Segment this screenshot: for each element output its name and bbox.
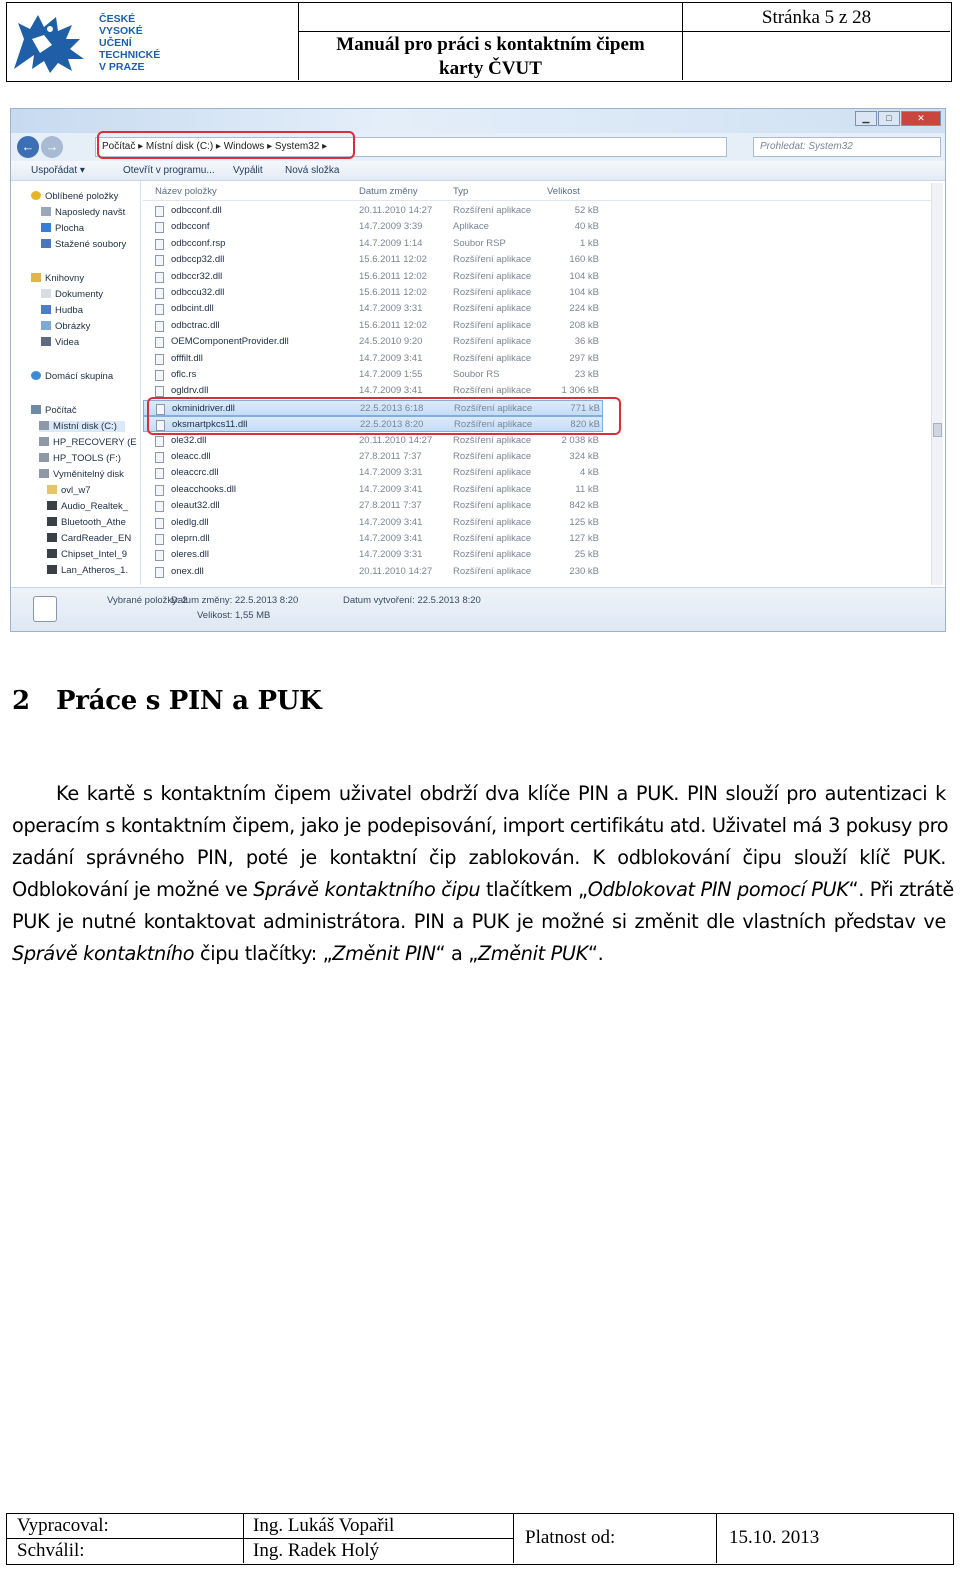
file-date: 22.5.2013 8:20 — [360, 419, 424, 431]
file-icon — [155, 337, 164, 348]
libraries-icon — [31, 273, 41, 282]
nav-item[interactable] — [41, 337, 79, 348]
file-size: 25 kB — [574, 549, 599, 561]
file-icon — [155, 518, 164, 529]
file-row[interactable] — [143, 465, 603, 481]
file-type: Rozšíření aplikace — [453, 270, 532, 282]
logo-line: TECHNICKÉ — [99, 49, 161, 61]
navigation-pane — [11, 181, 141, 585]
logo-text — [99, 13, 160, 73]
file-date: 14.7.2009 3:41 — [359, 352, 423, 364]
file-type: Rozšíření aplikace — [453, 565, 532, 577]
nav-item[interactable] — [39, 469, 124, 480]
file-icon — [155, 452, 164, 463]
file-row[interactable] — [143, 252, 603, 268]
file-type: Rozšíření aplikace — [454, 402, 533, 414]
file-icon — [155, 239, 164, 250]
footer-divider — [7, 1538, 513, 1539]
file-row[interactable] — [143, 547, 603, 563]
file-date: 20.11.2010 14:27 — [359, 565, 433, 577]
file-icon — [155, 386, 164, 397]
title-line-2: karty ČVUT — [439, 58, 542, 79]
file-size: 1 kB — [579, 237, 599, 249]
nav-label: Hudba — [55, 305, 83, 316]
file-row[interactable] — [143, 236, 603, 252]
file-date: 14.7.2009 3:41 — [359, 516, 423, 528]
nav-item[interactable] — [41, 223, 84, 234]
forward-icon[interactable]: → — [41, 136, 63, 158]
file-type: Rozšíření aplikace — [453, 467, 532, 479]
file-row[interactable] — [143, 482, 603, 498]
back-icon[interactable]: ← — [17, 136, 39, 158]
drive-icon — [39, 437, 49, 446]
file-date: 15.6.2011 12:02 — [359, 270, 427, 282]
paragraph-line: Ke kartě s kontaktním čipem uživatel obdrží dva klíče PIN a PUK. PIN slouží pro autentizaci k — [56, 782, 946, 805]
paragraph-line: PUK je nutné kontaktovat administrátora. PIN a PUK je možné si změnit dle vlastních představ ve — [12, 910, 946, 933]
nav-label: Lan_Atheros_1. — [61, 565, 129, 576]
nav-label: Plocha — [55, 223, 85, 234]
file-name: odbcconf — [171, 221, 210, 233]
column-name[interactable]: Název položky — [155, 186, 217, 197]
homegroup-icon — [31, 371, 41, 380]
star-icon — [31, 191, 41, 200]
address-highlight-box — [97, 131, 355, 159]
file-date: 14.7.2009 3:31 — [359, 467, 423, 479]
explorer-toolbar — [11, 161, 945, 181]
archive-icon — [47, 565, 57, 574]
nav-item[interactable] — [39, 437, 137, 448]
file-row[interactable] — [143, 203, 603, 219]
archive-icon — [47, 549, 57, 558]
nav-item[interactable] — [41, 321, 90, 332]
cvut-lion-logo-icon — [10, 9, 96, 75]
file-name: odbccp32.dll — [171, 254, 225, 266]
file-row[interactable] — [143, 334, 603, 350]
open-with-button[interactable]: Otevřít v programu... — [123, 165, 215, 176]
videos-icon — [41, 337, 51, 346]
file-type: Soubor RS — [453, 369, 500, 380]
documents-icon — [41, 289, 51, 298]
section-heading — [12, 686, 321, 716]
nav-label: Počítač — [45, 405, 77, 416]
body-paragraph — [12, 778, 954, 970]
file-name: odbcconf.dll — [171, 205, 222, 216]
nav-label: HP_RECOVERY (E — [53, 437, 137, 448]
minimize-icon[interactable]: ▁ — [855, 111, 877, 126]
file-name: oledlg.dll — [171, 516, 209, 528]
file-name: odbccu32.dll — [171, 287, 225, 298]
file-icon — [155, 304, 164, 315]
file-type: Rozšíření aplikace — [453, 385, 532, 397]
file-icon — [155, 354, 164, 365]
explorer-screenshot — [10, 108, 946, 632]
file-name: oleacc.dll — [171, 451, 211, 462]
nav-item[interactable] — [47, 517, 126, 528]
text-run-italic: Správě kontaktního — [12, 942, 195, 965]
file-icon — [155, 222, 164, 233]
file-type: Rozšíření aplikace — [453, 434, 532, 446]
archive-icon — [47, 501, 57, 510]
file-date: 14.7.2009 3:41 — [359, 533, 423, 544]
nav-item[interactable] — [39, 453, 121, 464]
file-date: 15.6.2011 12:02 — [359, 287, 427, 298]
desktop-icon — [41, 223, 51, 232]
file-name: odbcconf.rsp — [171, 237, 226, 249]
file-row[interactable] — [143, 269, 603, 285]
file-row[interactable] — [143, 351, 603, 367]
status-modified: Datum změny: 22.5.2013 8:20 — [171, 595, 299, 606]
nav-item[interactable] — [31, 273, 84, 284]
file-row[interactable] — [143, 318, 603, 334]
file-type: Rozšíření aplikace — [453, 336, 532, 348]
text-run-italic: Změnit PIN — [332, 942, 436, 965]
file-name: ole32.dll — [171, 434, 207, 446]
file-row[interactable] — [143, 367, 603, 383]
file-date: 15.6.2011 12:02 — [359, 254, 427, 266]
valid-from-label: Platnost od: — [525, 1527, 616, 1548]
nav-item[interactable] — [41, 239, 126, 250]
file-icon — [155, 501, 164, 512]
approved-value: Ing. Radek Holý — [253, 1540, 380, 1561]
files-highlight-box — [147, 397, 621, 435]
nav-label: Knihovny — [45, 273, 85, 284]
file-date: 14.7.2009 3:41 — [359, 483, 423, 495]
file-size: 104 kB — [569, 270, 599, 282]
nav-label: Chipset_Intel_9 — [61, 549, 128, 560]
file-date: 14.7.2009 3:39 — [359, 221, 423, 233]
file-type: Rozšíření aplikace — [454, 419, 533, 431]
file-icon — [155, 567, 164, 578]
status-selected: Vybrané položky: 2 — [107, 595, 188, 606]
column-type[interactable]: Typ — [453, 186, 469, 197]
music-icon — [41, 305, 51, 314]
paragraph-line — [12, 874, 954, 906]
scrollbar-thumb[interactable] — [933, 423, 942, 437]
nav-item[interactable] — [47, 485, 91, 496]
file-date: 22.5.2013 6:18 — [360, 402, 424, 414]
file-icon — [155, 255, 164, 266]
logo-line: V PRAZE — [99, 61, 145, 73]
column-date[interactable]: Datum změny — [359, 186, 418, 197]
text-run-italic: Správě kontaktního čipu — [253, 878, 481, 901]
file-size: 771 kB — [570, 402, 600, 414]
approved-label: Schválil: — [17, 1540, 85, 1561]
file-icon — [155, 370, 164, 381]
text-run: “. Při ztrátě — [848, 878, 954, 901]
section-number: 2 — [12, 686, 30, 716]
nav-item[interactable] — [47, 549, 127, 560]
recent-icon — [41, 207, 51, 216]
file-type: Rozšíření aplikace — [453, 549, 532, 561]
footer-divider — [716, 1514, 717, 1563]
paragraph-line — [12, 938, 946, 970]
file-type: Aplikace — [453, 221, 489, 233]
file-type: Rozšíření aplikace — [453, 287, 532, 298]
file-date: 20.11.2010 14:27 — [359, 434, 433, 446]
file-date: 14.7.2009 3:41 — [359, 385, 423, 397]
nav-item[interactable] — [31, 405, 77, 416]
file-type: Rozšíření aplikace — [453, 533, 532, 544]
file-type: Rozšíření aplikace — [453, 483, 532, 495]
file-name: oleaut32.dll — [171, 500, 220, 512]
file-name: oflc.rs — [171, 369, 197, 380]
file-date: 27.8.2011 7:37 — [359, 500, 422, 512]
nav-item[interactable] — [41, 289, 103, 300]
file-size: 230 kB — [569, 565, 599, 577]
nav-label: Bluetooth_Athe — [61, 517, 126, 528]
status-size: Velikost: 1,55 MB — [197, 610, 271, 621]
file-date: 14.7.2009 1:14 — [359, 237, 423, 249]
file-date: 24.5.2010 9:20 — [359, 336, 423, 348]
nav-item[interactable] — [31, 191, 118, 202]
logo-line: ČESKÉ — [99, 13, 136, 25]
section-title: Práce s PIN a PUK — [56, 686, 322, 716]
paragraph-line: zadání správného PIN, poté je kontaktní čip zablokován. K odblokování čipu slouží klíč PUK. — [12, 846, 946, 869]
file-name: oleres.dll — [171, 549, 210, 561]
search-input[interactable]: Prohledat: System32 — [753, 137, 941, 157]
nav-label: Audio_Realtek_ — [61, 501, 129, 512]
file-size: 297 kB — [569, 352, 599, 364]
nav-label: Vyměnitelný disk — [53, 469, 124, 480]
logo-line: VYSOKÉ — [99, 25, 143, 37]
nav-item-selected[interactable] — [39, 421, 125, 432]
file-size: 208 kB — [569, 319, 599, 331]
nav-item[interactable] — [47, 565, 128, 576]
title-line-1: Manuál pro práci s kontaktním čipem — [336, 34, 645, 55]
file-row[interactable] — [143, 449, 603, 465]
file-row[interactable] — [143, 285, 603, 301]
paragraph-line: operacím s kontaktním čipem, jako je podepisování, import certifikátu atd. Uživatel má 3 pokusy pro — [12, 814, 949, 837]
file-row[interactable] — [143, 564, 603, 580]
file-type: Rozšíření aplikace — [453, 254, 532, 266]
file-size: 36 kB — [574, 336, 599, 348]
file-date: 15.6.2011 12:02 — [359, 319, 427, 331]
nav-item[interactable] — [47, 501, 128, 512]
file-name: okminidriver.dll — [172, 402, 235, 414]
drive-icon — [39, 469, 49, 478]
text-run: “ a „ — [435, 942, 478, 965]
organize-button[interactable]: Uspořádat ▾ — [31, 165, 85, 176]
file-icon — [155, 321, 164, 332]
file-name: odbcint.dll — [171, 303, 214, 315]
nav-label: Stažené soubory — [55, 239, 127, 250]
file-date: 14.7.2009 3:31 — [359, 303, 423, 315]
file-size: 842 kB — [569, 500, 599, 512]
page-footer — [6, 1513, 954, 1565]
nav-label: HP_TOOLS (F:) — [53, 453, 121, 464]
file-icon — [155, 534, 164, 545]
column-size[interactable]: Velikost — [547, 186, 580, 197]
file-date: 14.7.2009 1:55 — [359, 369, 423, 380]
vertical-scrollbar[interactable] — [931, 183, 943, 585]
file-size: 4 kB — [579, 467, 599, 479]
nav-label: Oblíbené položky — [45, 191, 119, 202]
file-size: 23 kB — [574, 369, 599, 380]
nav-label: Dokumenty — [55, 289, 104, 300]
file-name: ogldrv.dll — [171, 385, 209, 397]
file-date: 14.7.2009 3:31 — [359, 549, 423, 561]
text-run: “. — [587, 942, 604, 965]
file-icon — [155, 206, 164, 217]
drive-icon — [39, 421, 49, 430]
file-name: odbccr32.dll — [171, 270, 223, 282]
prepared-label: Vypracoval: — [17, 1515, 109, 1536]
file-size: 1 306 kB — [561, 385, 599, 397]
file-size: 127 kB — [569, 533, 599, 544]
file-size: 52 kB — [574, 205, 599, 216]
file-name: onex.dll — [171, 565, 204, 577]
file-type: Rozšíření aplikace — [453, 205, 532, 216]
file-row[interactable] — [143, 301, 603, 317]
file-size: 2 038 kB — [561, 434, 599, 446]
file-name: oleaccrc.dll — [171, 467, 219, 479]
pictures-icon — [41, 321, 51, 330]
text-run: tlačítkem „ — [480, 878, 588, 901]
file-icon — [155, 272, 164, 283]
address-bar[interactable]: Počítač ▸ Místní disk (C:) ▸ Windows ▸ System32 ▸ — [95, 137, 727, 157]
file-row[interactable] — [143, 515, 603, 531]
file-type: Rozšíření aplikace — [453, 303, 532, 315]
file-name: OEMComponentProvider.dll — [171, 336, 289, 348]
file-name: oksmartpkcs11.dll — [172, 419, 248, 431]
file-icon — [155, 436, 164, 447]
file-type: Rozšíření aplikace — [453, 516, 532, 528]
nav-item[interactable] — [41, 305, 83, 316]
footer-divider — [513, 1514, 514, 1563]
file-date: 27.8.2011 7:37 — [359, 451, 422, 462]
file-size: 40 kB — [574, 221, 599, 233]
new-folder-button[interactable]: Nová složka — [285, 165, 340, 176]
status-created: Datum vytvoření: 22.5.2013 8:20 — [343, 595, 481, 606]
file-size: 104 kB — [569, 287, 599, 298]
file-icon — [155, 288, 164, 299]
burn-button[interactable]: Vypálit — [233, 165, 263, 176]
file-date: 20.11.2010 14:27 — [359, 205, 433, 216]
file-type: Rozšíření aplikace — [453, 352, 532, 364]
file-preview-icon — [33, 596, 57, 622]
computer-icon — [31, 405, 41, 414]
file-icon — [155, 468, 164, 479]
nav-item[interactable] — [47, 533, 131, 544]
file-type: Rozšíření aplikace — [453, 319, 532, 331]
file-row[interactable] — [143, 498, 603, 514]
maximize-icon[interactable]: □ — [878, 111, 900, 126]
file-size: 324 kB — [569, 451, 599, 462]
file-row[interactable] — [143, 531, 603, 547]
logo-cell — [7, 3, 299, 80]
text-run: čipu tlačítky: „ — [194, 942, 333, 965]
nav-label: ovl_w7 — [61, 485, 91, 496]
file-icon — [155, 485, 164, 496]
file-size: 820 kB — [570, 419, 600, 431]
text-run-italic: Odblokovat PIN pomocí PUK — [587, 878, 849, 901]
valid-from-value: 15.10. 2013 — [729, 1527, 820, 1548]
window-titlebar — [11, 109, 945, 133]
file-size: 125 kB — [569, 516, 599, 528]
file-type: Rozšíření aplikace — [453, 451, 532, 462]
file-size: 11 kB — [575, 483, 599, 495]
nav-item[interactable] — [41, 207, 125, 218]
status-bar — [11, 587, 945, 632]
header-topbar-left — [299, 3, 683, 32]
file-size: 224 kB — [569, 303, 599, 315]
nav-item[interactable] — [31, 371, 113, 382]
nav-label: Místní disk (C:) — [53, 421, 117, 432]
nav-label: Videa — [55, 337, 80, 348]
column-headers — [143, 183, 933, 201]
file-name: odbctrac.dll — [171, 319, 220, 331]
drive-icon — [39, 453, 49, 462]
file-icon — [155, 550, 164, 561]
text-run-italic: Změnit PUK — [477, 942, 588, 965]
file-name: oleacchooks.dll — [171, 483, 236, 495]
archive-icon — [47, 517, 57, 526]
page-number: Stránka 5 z 28 — [761, 7, 872, 28]
close-icon[interactable]: ✕ — [901, 111, 941, 126]
file-type: Rozšíření aplikace — [453, 500, 532, 512]
footer-divider — [243, 1514, 244, 1563]
file-name: oleprn.dll — [171, 533, 210, 544]
downloads-icon — [41, 239, 51, 248]
nav-label: Naposledy navšt — [55, 207, 126, 218]
page-header — [6, 2, 952, 82]
file-row[interactable] — [143, 219, 603, 235]
folder-icon — [47, 485, 57, 494]
nav-label: Domácí skupina — [45, 371, 114, 382]
file-size: 160 kB — [569, 254, 599, 266]
text-run: Odblokování je možné ve — [12, 878, 254, 901]
document-title — [299, 32, 683, 80]
file-type: Soubor RSP — [453, 237, 506, 249]
prepared-value: Ing. Lukáš Vopařil — [253, 1515, 395, 1536]
nav-label: CardReader_EN — [61, 533, 132, 544]
nav-label: Obrázky — [55, 321, 91, 332]
archive-icon — [47, 533, 57, 542]
logo-line: UČENÍ — [99, 37, 132, 49]
window-controls — [854, 111, 941, 126]
file-name: offfilt.dll — [171, 352, 203, 364]
